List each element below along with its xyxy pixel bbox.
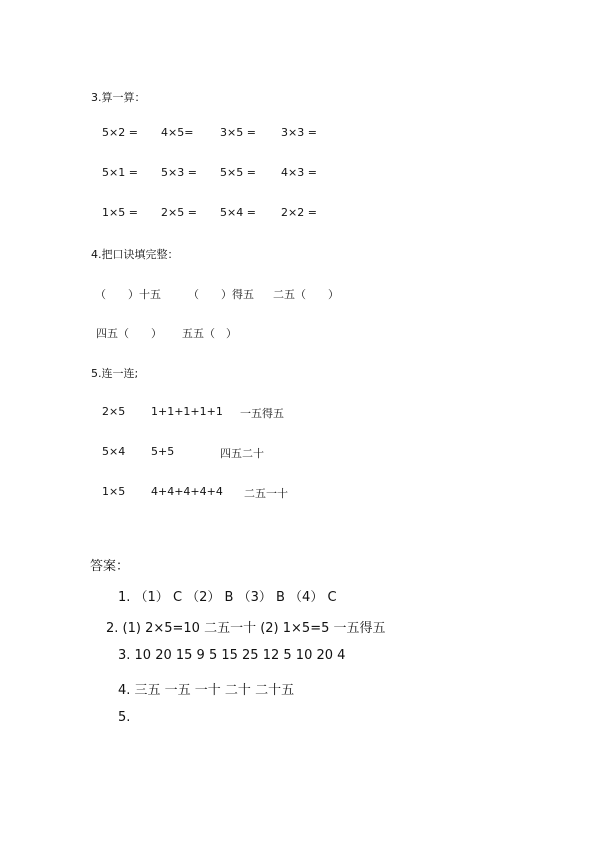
match-right-item: 一五得五 (240, 407, 284, 420)
problem-cell: 3×3 = (281, 126, 317, 139)
problem-cell: 5×2 = (102, 126, 138, 139)
match-middle-item: 5+5 (151, 445, 175, 458)
answer-line: 2. (1) 2×5=10 二五一十 (2) 1×5=5 一五得五 (106, 621, 386, 636)
problem-cell: 2×5 = (161, 206, 197, 219)
section-3-heading: 3.算一算： (91, 91, 146, 104)
problem-cell: 5×5 = (220, 166, 256, 179)
answer-line: 3. 10 20 15 9 5 15 25 12 5 10 20 4 (118, 648, 346, 663)
match-middle-item: 1+1+1+1+1 (151, 405, 223, 418)
match-right-item: 四五二十 (220, 447, 264, 460)
match-left-item: 1×5 (102, 485, 126, 498)
problem-cell: 1×5 = (102, 206, 138, 219)
answer-line: 5. (118, 710, 131, 725)
match-right-item: 二五一十 (244, 487, 288, 500)
match-middle-item: 4+4+4+4+4 (151, 485, 223, 498)
answer-line: 4. 三五 一五 一十 二十 二十五 (118, 683, 295, 698)
problem-cell: 4×5= (161, 126, 194, 139)
problem-cell: 2×2 = (281, 206, 317, 219)
problem-cell: 5×3 = (161, 166, 197, 179)
fill-blank-item: 二五（ ） (273, 288, 339, 301)
match-left-item: 2×5 (102, 405, 126, 418)
fill-blank-item: （ ）十五 (95, 288, 161, 301)
problem-cell: 3×5 = (220, 126, 256, 139)
answers-heading: 答案： (90, 559, 130, 574)
fill-blank-item: 四五（ ） (96, 327, 162, 340)
problem-cell: 5×4 = (220, 206, 256, 219)
match-left-item: 5×4 (102, 445, 126, 458)
problem-cell: 4×3 = (281, 166, 317, 179)
answer-line: 1. （1） C （2） B （3） B （4） C (118, 590, 337, 605)
fill-blank-item: （ ）得五 (188, 288, 254, 301)
section-4-heading: 4.把口诀填完整： (91, 248, 179, 261)
fill-blank-item: 五五（ ） (182, 327, 237, 340)
section-5-heading: 5.连一连; (91, 367, 139, 380)
problem-cell: 5×1 = (102, 166, 138, 179)
